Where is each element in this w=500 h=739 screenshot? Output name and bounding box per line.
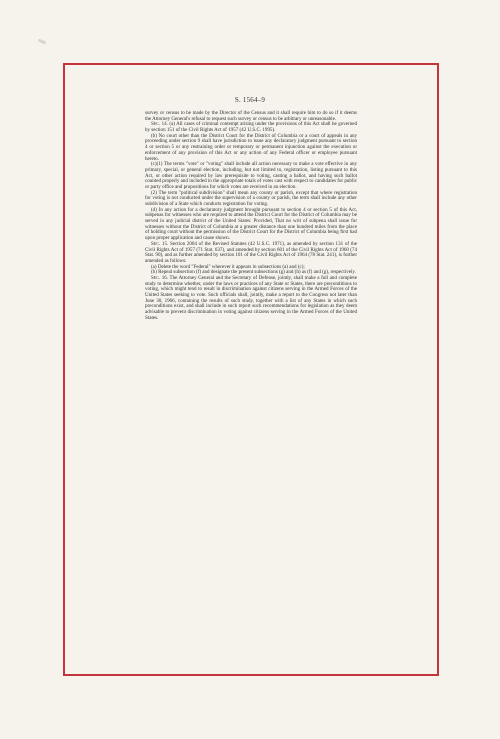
paragraph-text: (d) In any action for a declaratory judgment brought pursuant to section 4 or section 5 of this Act, subpenas for witnesses who are required to attend the District Court for the District of Columbia may be served in any judicial district of the United States: Provided, That no writ of subpena shall issue for witnesses without the District of Columbia at a greater distance than one hundred miles from the place of holding court without the permission of the District Court for the District of Columbia being first had upon proper application and cause shown. (145, 206, 357, 242)
paragraph-text: survey or census to be made by the Director of the Census and it shall require him to do so if it deems the Attorney General's refusal to request such survey or census to be arbitrary or unreasonable. (145, 110, 357, 122)
section-label: Sec. 16. (151, 274, 169, 281)
paper-speck (38, 38, 47, 44)
paragraph-text: (a) All cases of criminal contempt arising under the provisions of this Act shall be governed by section 151 of the Civil Rights Act of 1957 (42 U.S.C. 1995). (145, 121, 357, 134)
section-label: Sec. 15. (151, 240, 169, 247)
paragraph-text: (a) Delete the word "Federal" wherever it appears in subsections (a) and (c); (151, 263, 305, 270)
paragraph-text: The Attorney General and the Secretary of Defense, jointly, shall make a full and complete study to determine whether, under the laws or practices of any State or States, there are preconditions to voting, which might tend to result in discrimination against citizens serving in the Armed Forces of the United States seeking to vote. Such officials shall, jointly, make a report to the Congress not later than June 30, 1966, containing the results of such study, together with a list of any States in which such preconditions exist, and shall include in such report such recommendations for legislation as they deem advisable to prevent discrimination in voting against citizens serving in the Armed Forces of the United States. (145, 274, 357, 321)
paragraph (145, 242, 357, 265)
paragraph-text: Section 2004 of the Revised Statutes (42 U.S.C. 1971), as amended by section 131 of the Civil Rights Act of 1957 (71 Stat. 637), and amended by section 601 of the Civil Rights Act of 1960 (74 Stat. 90), and as further amended by section 101 of the Civil Rights Act of 1964 (78 Stat. 241), is further amended as follows: (145, 240, 357, 264)
paragraph-text: (b) No court other than the District Court for the District of Columbia or a court of appeals in any proceeding under section 9 shall have jurisdiction to issue any declaratory judgment pursuant to section 4 or section 5 or any restraining order or temporary or permanent injunction against the execution or enforcement of any provision of this Act or any action of any Federal officer or employee pursuant hereto. (145, 132, 357, 162)
paragraph (145, 134, 357, 162)
paragraph (145, 208, 357, 242)
paragraph (145, 276, 357, 322)
page-header: S. 1564–9 (234, 96, 266, 104)
paragraph-text: (2) The term "political subdivision" shall mean any county or parish, except that where registration for voting is not conducted under the supervision of a county or parish, the term shall include any other subdivision of a State which conducts registration for voting. (145, 189, 357, 207)
paragraph (145, 191, 357, 208)
paragraph (145, 162, 357, 190)
section-label: Sec. 14. (151, 121, 168, 128)
paragraph-text: (c)(1) The terms "vote" or "voting" shall include all action necessary to make a vote effective in any primary, special, or general election, including, but not limited to, registration, listing pursuant to this Act, or other action required by law prerequisite to voting, casting a ballot, and having such ballot counted properly and included in the appropriate totals of votes cast with respect to candidates for public or party office and propositions for which votes are received in an election. (145, 161, 357, 190)
paragraph-text: (b) Repeal subsection (f) and designate the present subsections (g) and (h) as (f) and (g), respectively. (151, 269, 356, 276)
document-body (145, 111, 357, 321)
